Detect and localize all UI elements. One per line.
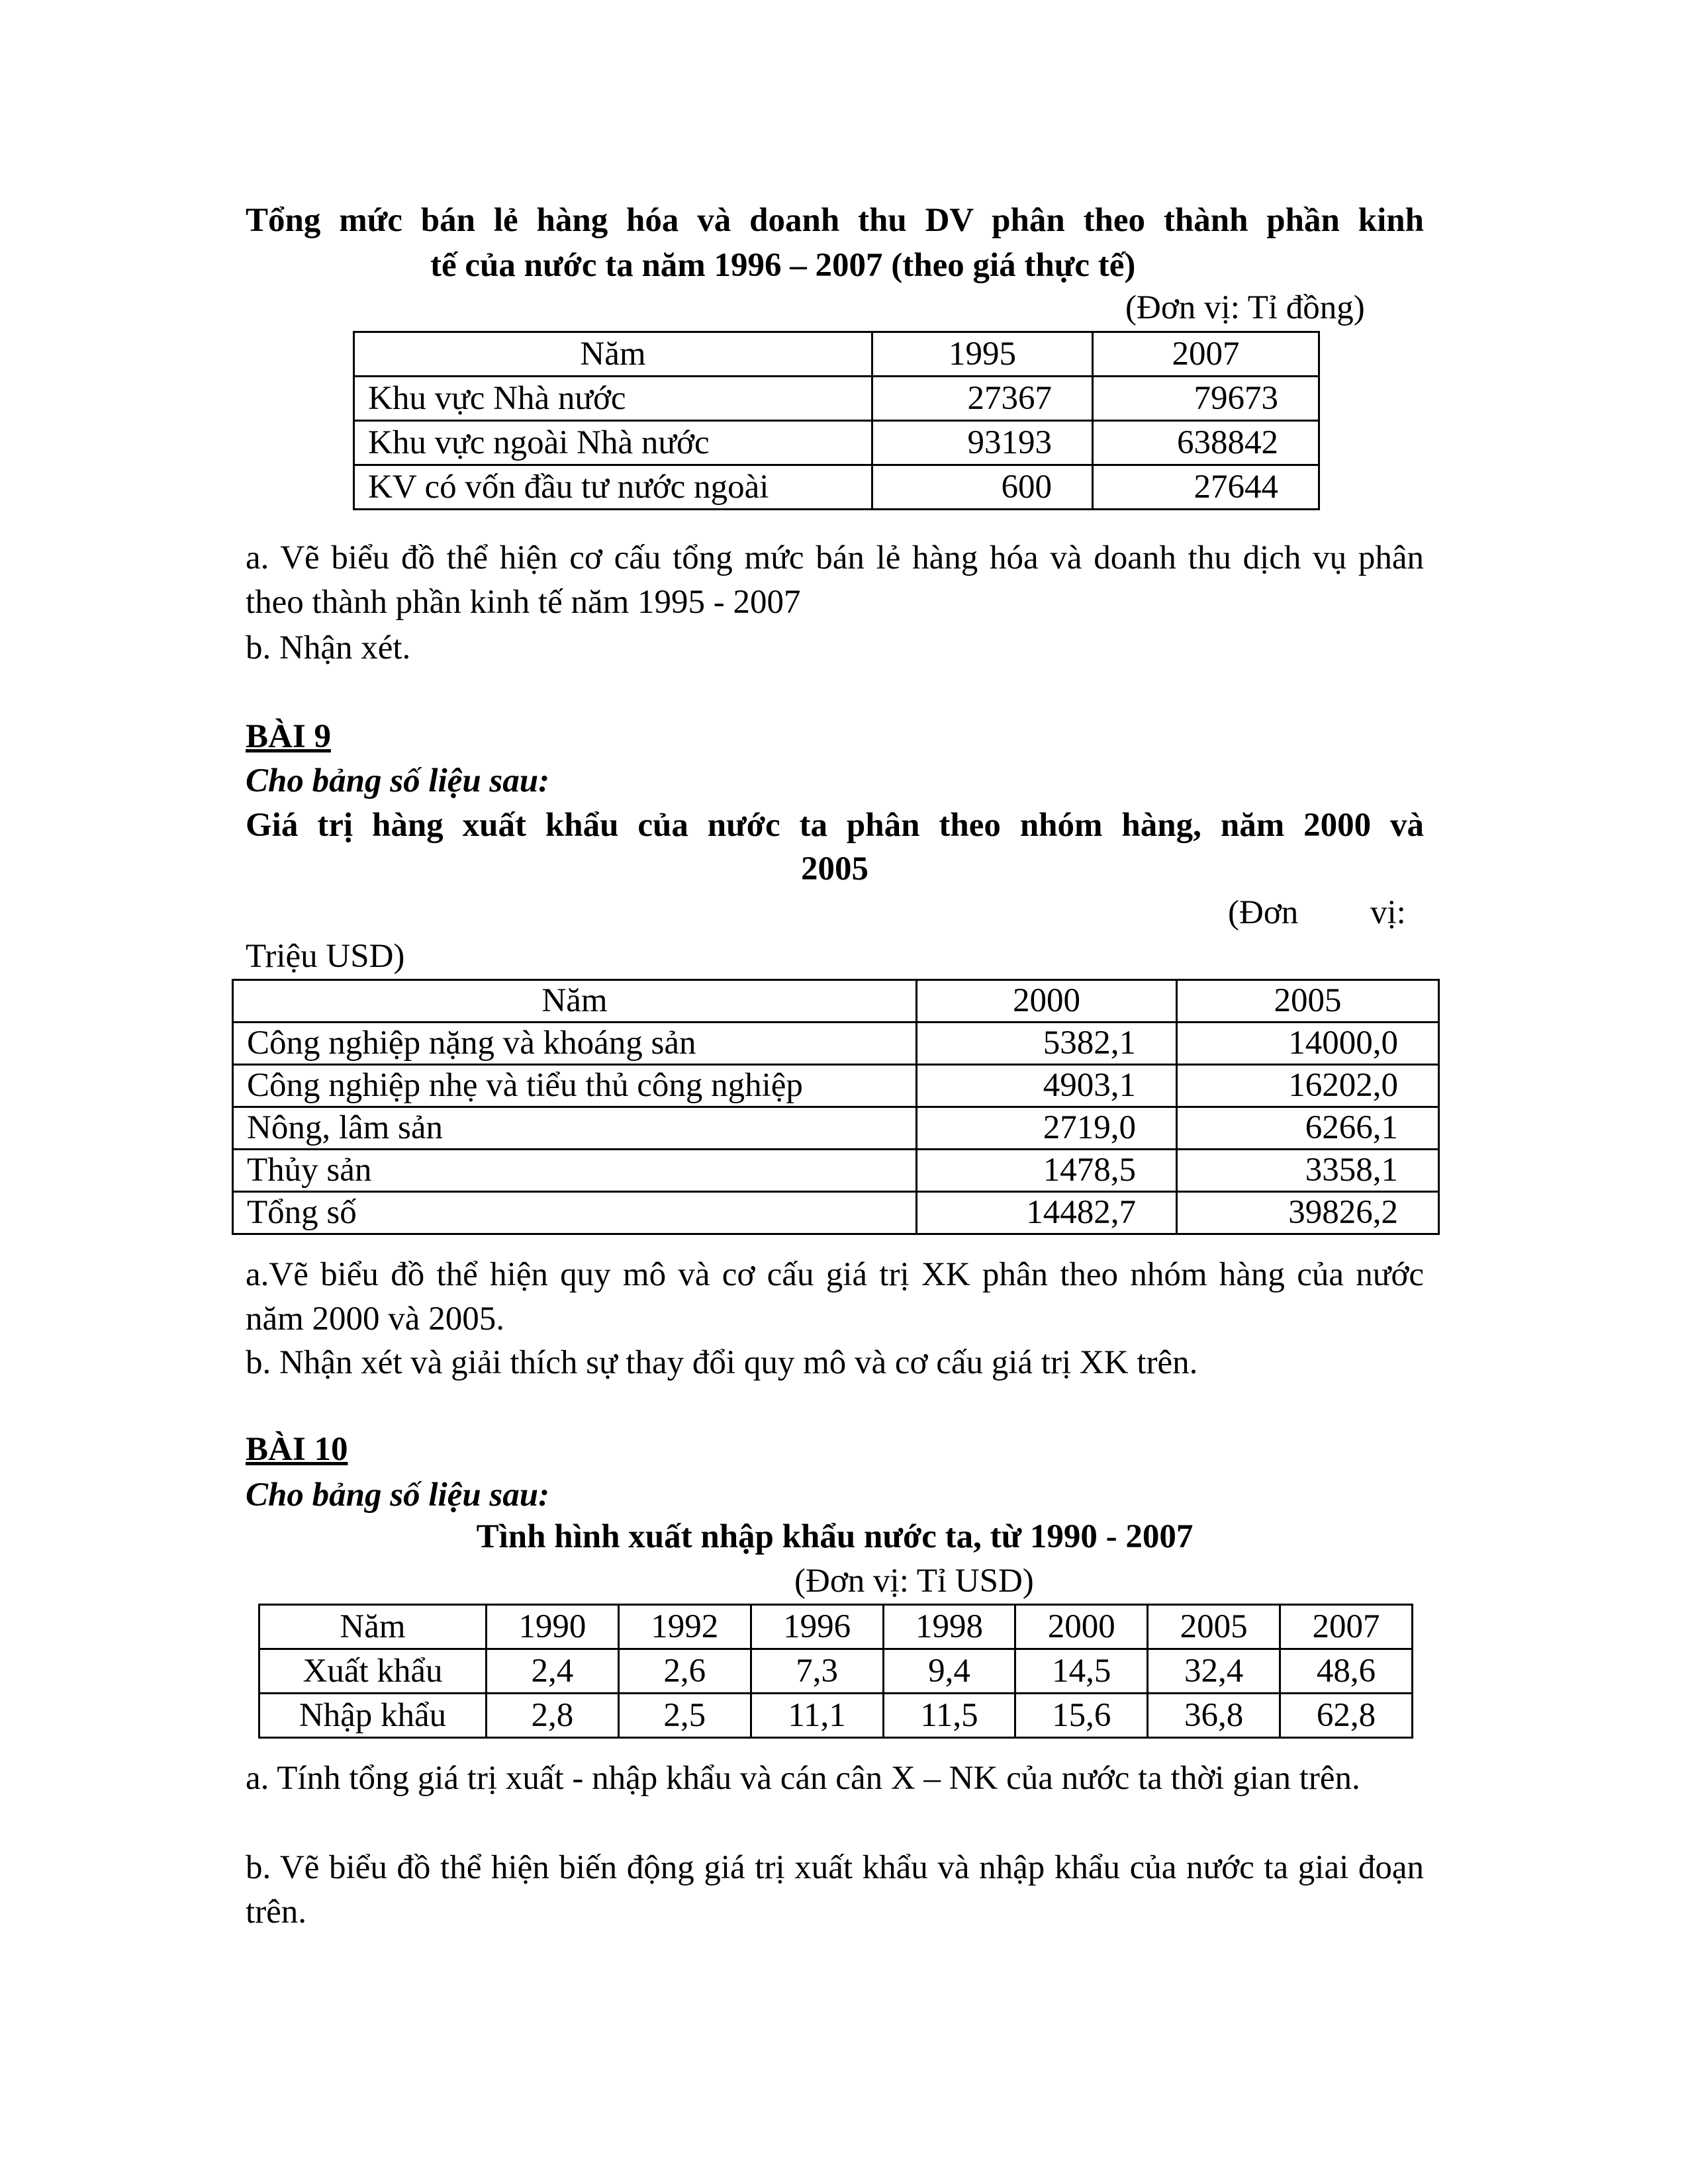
header-cell: 2007 <box>1093 332 1319 377</box>
row-label: Khu vực Nhà nước <box>354 377 872 421</box>
header-cell: 1998 <box>883 1605 1015 1649</box>
cell-value: 2,6 <box>618 1649 751 1694</box>
cell-value: 14482,7 <box>917 1192 1177 1234</box>
header-cell: 2005 <box>1177 980 1439 1023</box>
cell-value: 39826,2 <box>1177 1192 1439 1234</box>
table2-title-line2: 2005 <box>801 850 868 887</box>
table1-title-line2: tế của nước ta năm 1996 – 2007 (theo giá thực tế) <box>430 247 1136 284</box>
cell-value: 93193 <box>872 421 1093 465</box>
table-row <box>354 377 1319 421</box>
header-cell: 1995 <box>872 332 1093 377</box>
header-cell: 2000 <box>1015 1605 1148 1649</box>
row-label: Tổng số <box>233 1192 917 1234</box>
table-row <box>233 1192 1439 1234</box>
cell-value: 48,6 <box>1280 1649 1413 1694</box>
cell-value: 9,4 <box>883 1649 1015 1694</box>
table-row <box>233 1150 1439 1192</box>
table-row <box>233 1065 1439 1107</box>
header-cell: 2000 <box>917 980 1177 1023</box>
table-row <box>259 1649 1413 1694</box>
row-label: Khu vực ngoài Nhà nước <box>354 421 872 465</box>
header-cell: 1996 <box>751 1605 883 1649</box>
cell-value: 11,5 <box>883 1694 1015 1738</box>
cell-value: 3358,1 <box>1177 1150 1439 1192</box>
table3-question-b: b. Vẽ biểu đồ thể hiện biến động giá trị xuất khẩu và nhập khẩu của nước ta giai đoạn trên. <box>246 1849 1424 1931</box>
row-label: Nông, lâm sản <box>233 1107 917 1150</box>
cell-value: 14000,0 <box>1177 1023 1439 1065</box>
table1-title-line1: Tổng mức bán lẻ hàng hóa và doanh thu DV phân theo thành phần kinh <box>246 202 1424 239</box>
cell-value: 16202,0 <box>1177 1065 1439 1107</box>
row-label: Công nghiệp nhẹ và tiểu thủ công nghiệp <box>233 1065 917 1107</box>
row-label: KV có vốn đầu tư nước ngoài <box>354 465 872 510</box>
row-label: Công nghiệp nặng và khoáng sản <box>233 1023 917 1065</box>
row-label: Xuất khẩu <box>259 1649 487 1694</box>
cell-value: 2,5 <box>618 1694 751 1738</box>
cell-value: 27367 <box>872 377 1093 421</box>
cell-value: 1478,5 <box>917 1150 1177 1192</box>
cell-value: 4903,1 <box>917 1065 1177 1107</box>
table-header-row <box>259 1605 1413 1649</box>
exercise-10-intro: Cho bảng số liệu sau: <box>246 1477 550 1514</box>
cell-value: 7,3 <box>751 1649 883 1694</box>
table-header-row <box>354 332 1319 377</box>
table-row <box>354 421 1319 465</box>
table2-export-values <box>232 979 1440 1235</box>
cell-value: 79673 <box>1093 377 1319 421</box>
table3-question-a: a. Tính tổng giá trị xuất - nhập khẩu và cán cân X – NK của nước ta thời gian trên. <box>246 1760 1360 1797</box>
header-cell: 1992 <box>618 1605 751 1649</box>
table1-question-b: b. Nhận xét. <box>246 629 411 666</box>
table-row <box>259 1694 1413 1738</box>
cell-value: 2,4 <box>487 1649 619 1694</box>
table2-unit: vị: <box>1370 894 1406 931</box>
cell-value: 638842 <box>1093 421 1319 465</box>
header-cell: Năm <box>233 980 917 1023</box>
row-label: Thủy sản <box>233 1150 917 1192</box>
table3-import-export <box>258 1604 1413 1739</box>
row-label: Nhập khẩu <box>259 1694 487 1738</box>
header-cell: 1990 <box>487 1605 619 1649</box>
header-cell: 2007 <box>1280 1605 1413 1649</box>
table-header-row <box>233 980 1439 1023</box>
table1-unit: (Đơn vị: Tỉ đồng) <box>1125 289 1365 326</box>
exercise-9-intro: Cho bảng số liệu sau: <box>246 762 550 799</box>
cell-value: 600 <box>872 465 1093 510</box>
table1-question-a: a. Vẽ biểu đồ thể hiện cơ cấu tổng mức bán lẻ hàng hóa và doanh thu dịch vụ phân theo thành phần kinh tế năm 1995 - 2007 <box>246 539 1424 621</box>
cell-value: 36,8 <box>1148 1694 1280 1738</box>
cell-value: 14,5 <box>1015 1649 1148 1694</box>
table2-question-b: b. Nhận xét và giải thích sự thay đổi quy mô và cơ cấu giá trị XK trên. <box>246 1344 1198 1381</box>
table3-unit: (Đơn vị: Tỉ USD) <box>794 1563 1034 1600</box>
table3-title: Tình hình xuất nhập khẩu nước ta, từ 1990 - 2007 <box>476 1518 1194 1555</box>
header-cell: 2005 <box>1148 1605 1280 1649</box>
cell-value: 15,6 <box>1015 1694 1148 1738</box>
cell-value: 11,1 <box>751 1694 883 1738</box>
cell-value: 27644 <box>1093 465 1319 510</box>
cell-value: 2,8 <box>487 1694 619 1738</box>
cell-value: 6266,1 <box>1177 1107 1439 1150</box>
exercise-10-heading: BÀI 10 <box>246 1431 348 1468</box>
cell-value: 32,4 <box>1148 1649 1280 1694</box>
cell-value: 62,8 <box>1280 1694 1413 1738</box>
table2-unit: Triệu USD) <box>246 938 405 975</box>
table1-retail-sales <box>353 331 1320 510</box>
table2-unit: (Đơn <box>1228 894 1299 931</box>
table-row <box>233 1107 1439 1150</box>
exercise-9-heading: BÀI 9 <box>246 718 331 755</box>
table2-title-line1: Giá trị hàng xuất khẩu của nước ta phân theo nhóm hàng, năm 2000 và <box>246 807 1424 844</box>
table-row <box>233 1023 1439 1065</box>
table2-question-a: a.Vẽ biểu đồ thể hiện quy mô và cơ cấu giá trị XK phân theo nhóm hàng của nước năm 2000 và 2005. <box>246 1256 1424 1338</box>
table-row <box>354 465 1319 510</box>
header-cell: Năm <box>259 1605 487 1649</box>
header-cell: Năm <box>354 332 872 377</box>
cell-value: 5382,1 <box>917 1023 1177 1065</box>
cell-value: 2719,0 <box>917 1107 1177 1150</box>
